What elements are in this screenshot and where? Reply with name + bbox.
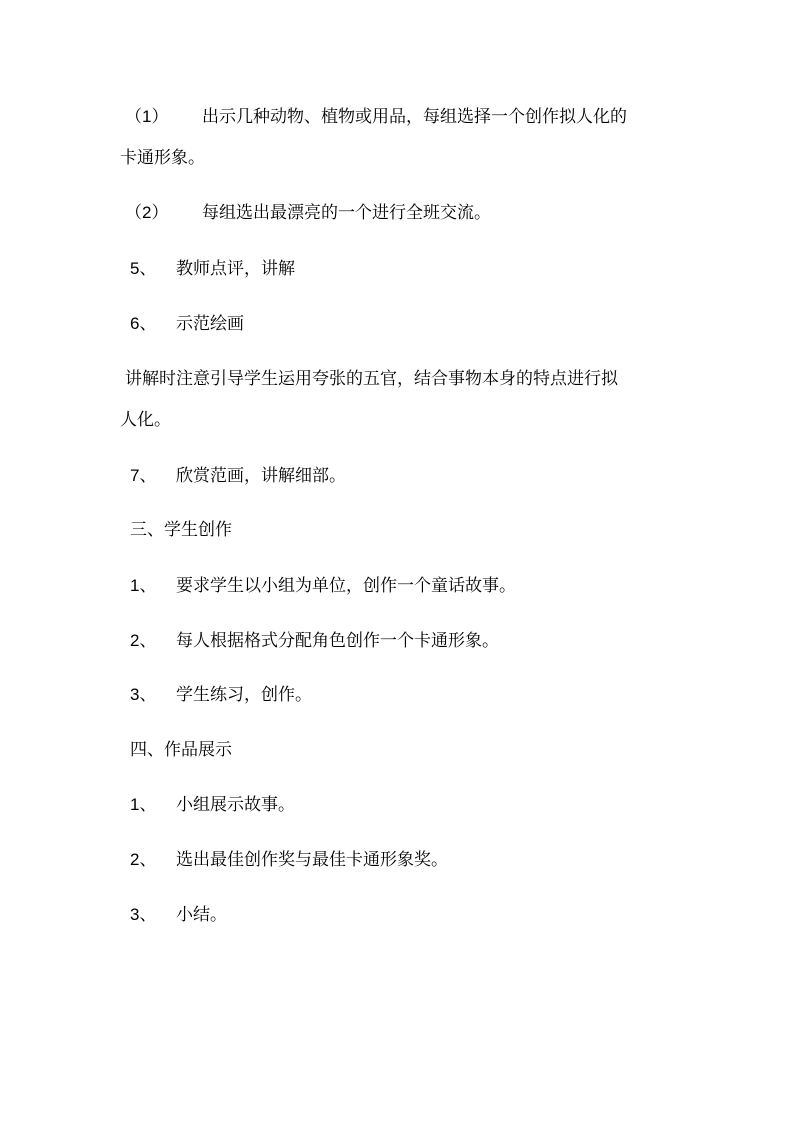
list-item-6 xyxy=(130,313,244,335)
list-text-continuation: 卡通形象。 xyxy=(120,148,205,168)
list-number: 2、 xyxy=(130,850,157,869)
section-heading xyxy=(130,739,232,761)
list-number: 6、 xyxy=(130,314,157,333)
list-item-1 xyxy=(125,106,627,128)
list-item-2 xyxy=(130,849,448,871)
list-text: 示范绘画 xyxy=(176,314,244,334)
list-text: 每人根据格式分配角色创作一个卡通形象。 xyxy=(176,631,499,651)
list-number: 1、 xyxy=(130,795,157,814)
section-heading-text: 四、作品展示 xyxy=(130,740,232,760)
list-number: 3、 xyxy=(130,685,157,704)
paragraph-text-continuation: 人化。 xyxy=(120,410,171,430)
list-item-2 xyxy=(125,202,491,224)
paragraph-continuation xyxy=(120,409,171,431)
list-item-7 xyxy=(130,465,346,487)
section-heading xyxy=(130,519,232,541)
list-text: 每组选出最漂亮的一个进行全班交流。 xyxy=(202,203,491,223)
section-heading-text: 三、学生创作 xyxy=(130,520,232,540)
list-item-5 xyxy=(130,258,295,280)
list-number: （2） xyxy=(125,203,169,222)
list-text: 出示几种动物、植物或用品，每组选择一个创作拟人化的 xyxy=(202,107,627,127)
paragraph-text: 讲解时注意引导学生运用夸张的五官，结合事物本身的特点进行拟 xyxy=(125,369,618,389)
list-number: 2、 xyxy=(130,631,157,650)
list-number: 3、 xyxy=(130,905,157,924)
list-item-1 xyxy=(130,794,295,816)
list-text: 学生练习，创作。 xyxy=(176,685,312,705)
list-text: 教师点评，讲解 xyxy=(176,259,295,279)
list-number: 5、 xyxy=(130,259,157,278)
list-text: 小结。 xyxy=(176,905,227,925)
list-item-3 xyxy=(130,904,227,926)
list-item-1 xyxy=(130,575,516,597)
list-number: 7、 xyxy=(130,466,157,485)
list-item-1-continuation xyxy=(120,147,205,169)
paragraph xyxy=(125,368,618,390)
list-text: 选出最佳创作奖与最佳卡通形象奖。 xyxy=(176,850,448,870)
list-number: 1、 xyxy=(130,576,157,595)
list-text: 要求学生以小组为单位，创作一个童话故事。 xyxy=(176,576,516,596)
list-item-2 xyxy=(130,630,499,652)
list-text: 欣赏范画，讲解细部。 xyxy=(176,466,346,486)
list-text: 小组展示故事。 xyxy=(176,795,295,815)
list-number: （1） xyxy=(125,107,169,126)
list-item-3 xyxy=(130,684,312,706)
